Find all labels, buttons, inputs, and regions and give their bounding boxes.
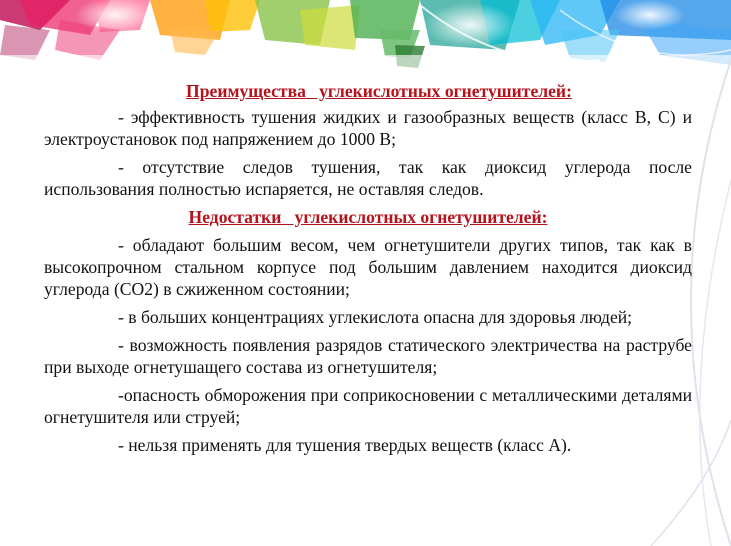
advantage-item-2: - отсутствие следов тушения, так как диоксид углерода после использования полностью испаряется, не оставляя следов. <box>44 157 692 199</box>
advantages-heading: Преимущества углекислотных огнетушителей: <box>186 81 572 101</box>
disadvantage-item-4: -опасность обморожения при соприкосновении с металлическими деталями огнетушителя или струей; <box>44 385 692 427</box>
disadvantage-item-1: - обладают большим весом, чем огнетушители других типов, так как в высокопрочном стальном корпусе под большим давлением находится диоксид углерода (СО2) в сжиженном состоянии; <box>44 235 692 299</box>
document-body <box>44 80 692 462</box>
disadvantage-item-2: - в больших концентрациях углекислота опасна для здоровья людей; <box>118 307 633 327</box>
disadvantages-heading: Недостатки углекислотных огнетушителей: <box>188 207 548 227</box>
advantage-item-1: - эффективность тушения жидких и газообразных веществ (класс В, С) и электроустановок под напряжением до 1000 В; <box>44 107 692 149</box>
disadvantage-item-5: - нельзя применять для тушения твердых веществ (класс А). <box>118 435 572 455</box>
disadvantage-item-3: - возможность появления разрядов статического электричества на раструбе при выходе огнетушащего состава из огнетушителя; <box>44 335 692 377</box>
